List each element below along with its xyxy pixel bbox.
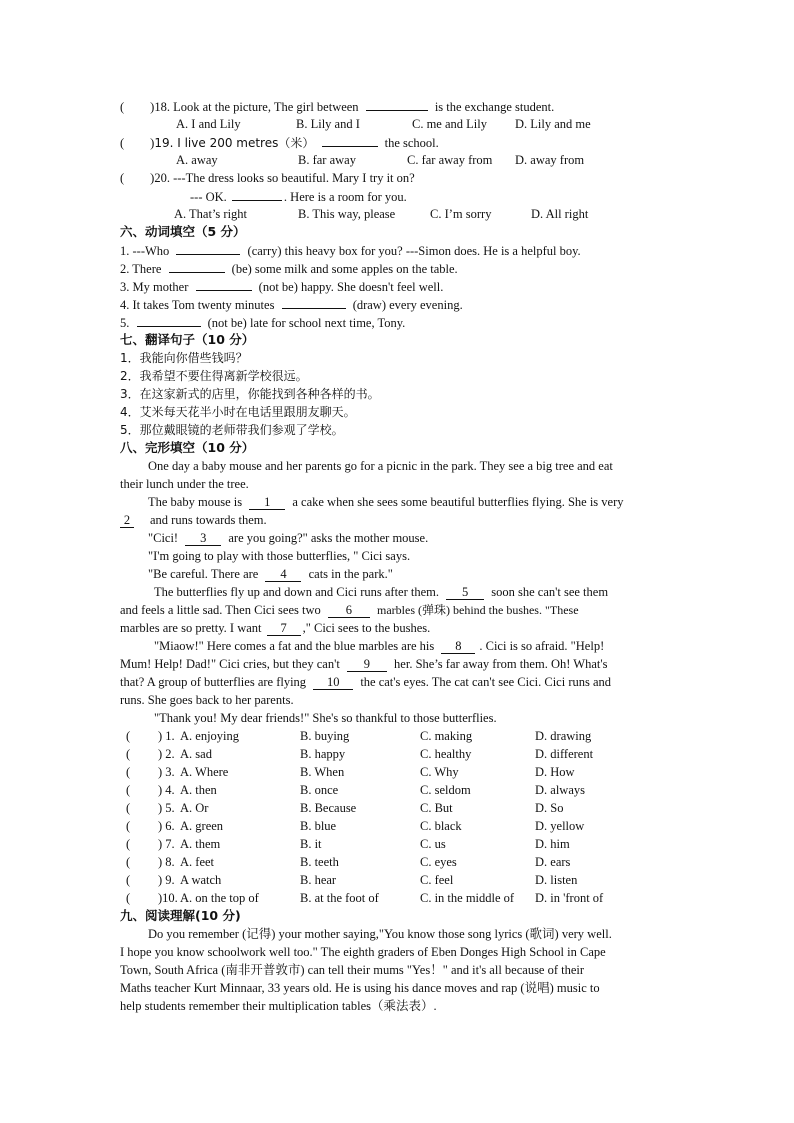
option-a[interactable]: A. feet	[180, 855, 215, 869]
translate-item: 4．艾米每天花半小时在电话里跟朋友聊天。	[120, 405, 356, 419]
option-d[interactable]: D. ears	[535, 855, 571, 869]
passage-text: . Cici is so afraid. "Help!	[479, 639, 605, 653]
option-d[interactable]: D. different	[535, 747, 594, 761]
translate-item: 3．在这家新式的店里，你能找到各种各样的书。	[120, 387, 380, 401]
question-number: ) 6.	[158, 819, 175, 833]
cloze-question-row	[120, 835, 676, 853]
question-number: ) 1.	[158, 729, 175, 743]
answer-blank[interactable]	[137, 313, 201, 327]
option-c[interactable]: C. feel	[420, 873, 454, 887]
verb-fill-item	[120, 295, 676, 313]
paren-open: (	[126, 765, 131, 779]
option-d[interactable]: D. So	[535, 801, 564, 815]
option-c[interactable]: C. making	[420, 729, 473, 743]
option-c[interactable]: C. far away from	[407, 153, 493, 167]
option-b[interactable]: B. teeth	[300, 855, 339, 869]
option-d[interactable]: D. How	[535, 765, 575, 779]
answer-blank[interactable]	[232, 187, 282, 201]
option-b[interactable]: B. This way, please	[298, 207, 396, 221]
paren-open: (	[126, 783, 131, 797]
passage-line	[120, 511, 676, 529]
section-heading: 六、动词填空（5 分）	[120, 224, 246, 239]
option-d[interactable]: D. always	[535, 783, 585, 797]
paren-open: (	[126, 729, 131, 743]
question-number: ) 7.	[158, 837, 175, 851]
cloze-blank-2[interactable]: 2	[120, 513, 134, 528]
passage-text: The butterflies fly up and down and Cici runs after them.	[154, 585, 439, 599]
option-a[interactable]: A. Or	[180, 801, 209, 815]
option-c[interactable]: C. Why	[420, 765, 459, 779]
item-text: 1. ---Who	[120, 244, 170, 258]
option-a[interactable]: A. on the top of	[180, 891, 259, 905]
translate-item: 5．那位戴眼镜的老师带我们参观了学校。	[120, 423, 344, 437]
option-a[interactable]: A. them	[180, 837, 221, 851]
passage-line	[120, 601, 676, 619]
question-number: ) 2.	[158, 747, 175, 761]
question-stem: --- OK.	[190, 190, 227, 204]
option-b[interactable]: B. Because	[300, 801, 357, 815]
cloze-question-row	[120, 745, 676, 763]
item-text: 5.	[120, 316, 130, 330]
paren-close: )	[150, 171, 155, 185]
cloze-blank-7[interactable]: 7	[267, 621, 301, 636]
answer-blank[interactable]	[176, 241, 240, 255]
answer-blank[interactable]	[169, 259, 225, 273]
option-d[interactable]: D. listen	[535, 873, 578, 887]
cloze-blank-6[interactable]: 6	[328, 603, 370, 618]
passage-line	[120, 655, 676, 673]
cloze-blank-10[interactable]: 10	[313, 675, 353, 690]
option-b[interactable]: B. far away	[298, 153, 356, 167]
options-row	[120, 115, 676, 133]
option-c[interactable]: C. us	[420, 837, 446, 851]
item-text-tail: (draw) every evening.	[352, 298, 463, 312]
cloze-question-row	[120, 817, 676, 835]
passage-text: a cake when she sees some beautiful butterflies flying. She is very	[292, 495, 624, 509]
passage-text: Mum! Help! Dad!" Cici cries, but they can't	[120, 657, 340, 671]
option-c[interactable]: C. healthy	[420, 747, 472, 761]
item-text-tail: (not be) happy. She doesn't feel well.	[258, 280, 444, 294]
passage-text: and runs towards them.	[150, 513, 267, 527]
section-heading: 七、翻译句子（10 分）	[120, 332, 255, 347]
paren-open: (	[126, 747, 131, 761]
reading-line: help students remember their multiplication tables（乘法表）.	[120, 999, 437, 1013]
cloze-question-row	[120, 889, 676, 907]
option-d[interactable]: D. in 'front of	[535, 891, 604, 905]
verb-fill-item	[120, 241, 676, 259]
option-a[interactable]: A. away	[176, 153, 218, 167]
option-a[interactable]: A. green	[180, 819, 224, 833]
cloze-question-list	[120, 727, 676, 907]
passage-line: One day a baby mouse and her parents go for a picnic in the park. They see a big tree and eat	[148, 459, 613, 473]
mc-question-20	[120, 169, 676, 187]
option-a[interactable]: A. then	[180, 783, 217, 797]
passage-line: runs. She goes back to her parents.	[120, 693, 294, 707]
section-heading: 八、完形填空（10 分）	[120, 440, 255, 455]
verb-fill-item	[120, 277, 676, 295]
passage-line	[120, 637, 676, 655]
passage-text: "Be careful. There are	[148, 567, 259, 581]
item-text: 3. My mother	[120, 280, 189, 294]
question-stem: 18. Look at the picture, The girl between	[154, 100, 359, 114]
option-b[interactable]: B. When	[300, 765, 345, 779]
passage-line	[120, 619, 676, 637]
question-number: ) 3.	[158, 765, 175, 779]
answer-blank[interactable]	[282, 295, 346, 309]
cloze-question-row	[120, 781, 676, 799]
passage-text: are you going?" asks the mother mouse.	[228, 531, 429, 545]
mc-question-18	[120, 97, 676, 115]
option-d[interactable]: D. drawing	[535, 729, 592, 743]
option-a[interactable]: A. Where	[180, 765, 229, 779]
cloze-question-row	[120, 799, 676, 817]
cloze-blank-5[interactable]: 5	[446, 585, 484, 600]
passage-line: their lunch under the tree.	[120, 477, 249, 491]
passage-text: The baby mouse is	[148, 495, 243, 509]
item-text: 2. There	[120, 262, 162, 276]
question-stem: 19. I live 200 metres（米）	[154, 136, 315, 150]
paren-open: (	[126, 873, 131, 887]
question-stem-tail: is the exchange student.	[434, 100, 555, 114]
passage-line: "I'm going to play with those butterflies, " Cici says.	[148, 549, 411, 563]
verb-fill-item	[120, 313, 676, 331]
options-row	[120, 151, 676, 169]
passage-text: soon she can't see them	[491, 585, 609, 599]
option-c[interactable]: C. in the middle of	[420, 891, 515, 905]
cloze-blank-8[interactable]: 8	[441, 639, 475, 654]
verb-fill-item	[120, 259, 676, 277]
cloze-blank-9[interactable]: 9	[347, 657, 387, 672]
options-row	[120, 205, 676, 223]
option-d[interactable]: D. yellow	[535, 819, 585, 833]
reading-line: Do you remember (记得) your mother saying,"You know those song lyrics (歌词) very well.	[148, 927, 612, 941]
item-text-tail: (carry) this heavy box for you? ---Simon does. He is a helpful boy.	[247, 244, 581, 258]
passage-text: the cat's eyes. The cat can't see Cici. Cici runs and	[360, 675, 612, 689]
item-text-tail: (be) some milk and some apples on the table.	[231, 262, 458, 276]
option-b[interactable]: B. happy	[300, 747, 346, 761]
paren-open: (	[126, 801, 131, 815]
answer-blank[interactable]	[366, 97, 428, 111]
option-d[interactable]: D. Lily and me	[515, 117, 591, 131]
translate-item: 1．我能向你借些钱吗？	[120, 351, 248, 365]
answer-blank[interactable]	[322, 133, 378, 147]
cloze-question-row	[120, 871, 676, 889]
option-c[interactable]: C. black	[420, 819, 462, 833]
paren-close: )	[150, 100, 155, 114]
option-a[interactable]: A watch	[180, 873, 222, 887]
paren-open: (	[126, 837, 131, 851]
item-text: 4. It takes Tom twenty minutes	[120, 298, 275, 312]
passage-line	[120, 565, 676, 583]
paren-open: (	[120, 136, 125, 150]
item-text-tail: (not be) late for school next time, Tony.	[207, 316, 406, 330]
passage-text: her. She’s far away from them. Oh! What's	[394, 657, 608, 671]
option-b[interactable]: B. buying	[300, 729, 350, 743]
paren-open: (	[120, 171, 125, 185]
option-a[interactable]: A. sad	[180, 747, 212, 761]
passage-line	[120, 529, 676, 547]
reading-line: Maths teacher Kurt Minnaar, 33 years old. He is using his dance moves and rap (说唱) music to	[120, 981, 600, 995]
mc-question-20-line2	[120, 187, 676, 205]
question-number: ) 8.	[158, 855, 175, 869]
passage-line: "Thank you! My dear friends!" She's so thankful to those butterflies.	[154, 711, 497, 725]
passage-text: marbles (弹珠) behind the bushes. "These	[377, 603, 579, 617]
mc-question-19	[120, 133, 676, 151]
passage-text: marbles are so pretty. I want	[120, 621, 262, 635]
option-b[interactable]: B. Lily and I	[296, 117, 360, 131]
option-b[interactable]: B. blue	[300, 819, 337, 833]
option-a[interactable]: A. I and Lily	[176, 117, 241, 131]
passage-text: cats in the park."	[308, 567, 393, 581]
reading-line: I hope you know schoolwork well too." The eighth graders of Eben Donges High School in Cape	[120, 945, 606, 959]
paren-open: (	[126, 819, 131, 833]
question-stem-tail: the school.	[384, 136, 439, 150]
option-d[interactable]: D. him	[535, 837, 570, 851]
option-b[interactable]: B. at the foot of	[300, 891, 379, 905]
option-d[interactable]: D. All right	[531, 207, 589, 221]
option-a[interactable]: A. That’s right	[174, 207, 248, 221]
reading-line: Town, South Africa (南非开普敦市) can tell their mums "Yes！" and it's all because of their	[120, 963, 585, 977]
passage-text: that? A group of butterflies are flying	[120, 675, 307, 689]
section-heading: 九、阅读理解(10 分)	[120, 908, 241, 923]
cloze-question-row	[120, 853, 676, 871]
paren-close: )	[150, 136, 155, 150]
cloze-question-row	[120, 727, 676, 745]
question-number: )10.	[158, 891, 178, 905]
option-b[interactable]: B. hear	[300, 873, 337, 887]
paren-open: (	[120, 100, 125, 114]
passage-line	[120, 493, 676, 511]
passage-text: ," Cici sees to the bushes.	[302, 621, 431, 635]
cloze-blank-4[interactable]: 4	[265, 567, 301, 582]
option-d[interactable]: D. away from	[515, 153, 585, 167]
passage-text: and feels a little sad. Then Cici sees two	[120, 603, 321, 617]
question-stem-tail: . Here is a room for you.	[283, 190, 407, 204]
passage-line	[120, 673, 676, 691]
answer-blank[interactable]	[196, 277, 252, 291]
question-stem: 20. ---The dress looks so beautiful. Mary I try it on?	[154, 171, 415, 185]
passage-line	[120, 583, 676, 601]
translate-item: 2．我希望不要住得离新学校很远。	[120, 369, 308, 383]
question-number: ) 5.	[158, 801, 175, 815]
paren-open: (	[126, 855, 131, 869]
option-c[interactable]: C. me and Lily	[412, 117, 487, 131]
passage-text: "Miaow!" Here comes a fat and the blue marbles are his	[154, 639, 435, 653]
option-b[interactable]: B. once	[300, 783, 339, 797]
cloze-blank-1[interactable]: 1	[249, 495, 285, 510]
question-number: ) 9.	[158, 873, 175, 887]
exam-content	[120, 97, 676, 1015]
cloze-blank-3[interactable]: 3	[185, 531, 221, 546]
option-c[interactable]: C. I’m sorry	[430, 207, 492, 221]
cloze-question-row	[120, 763, 676, 781]
paren-open: (	[126, 891, 131, 905]
option-c[interactable]: C. eyes	[420, 855, 457, 869]
option-c[interactable]: C. seldom	[420, 783, 471, 797]
option-b[interactable]: B. it	[300, 837, 322, 851]
option-c[interactable]: C. But	[420, 801, 453, 815]
passage-text: "Cici!	[148, 531, 179, 545]
option-a[interactable]: A. enjoying	[180, 729, 240, 743]
question-number: ) 4.	[158, 783, 175, 797]
